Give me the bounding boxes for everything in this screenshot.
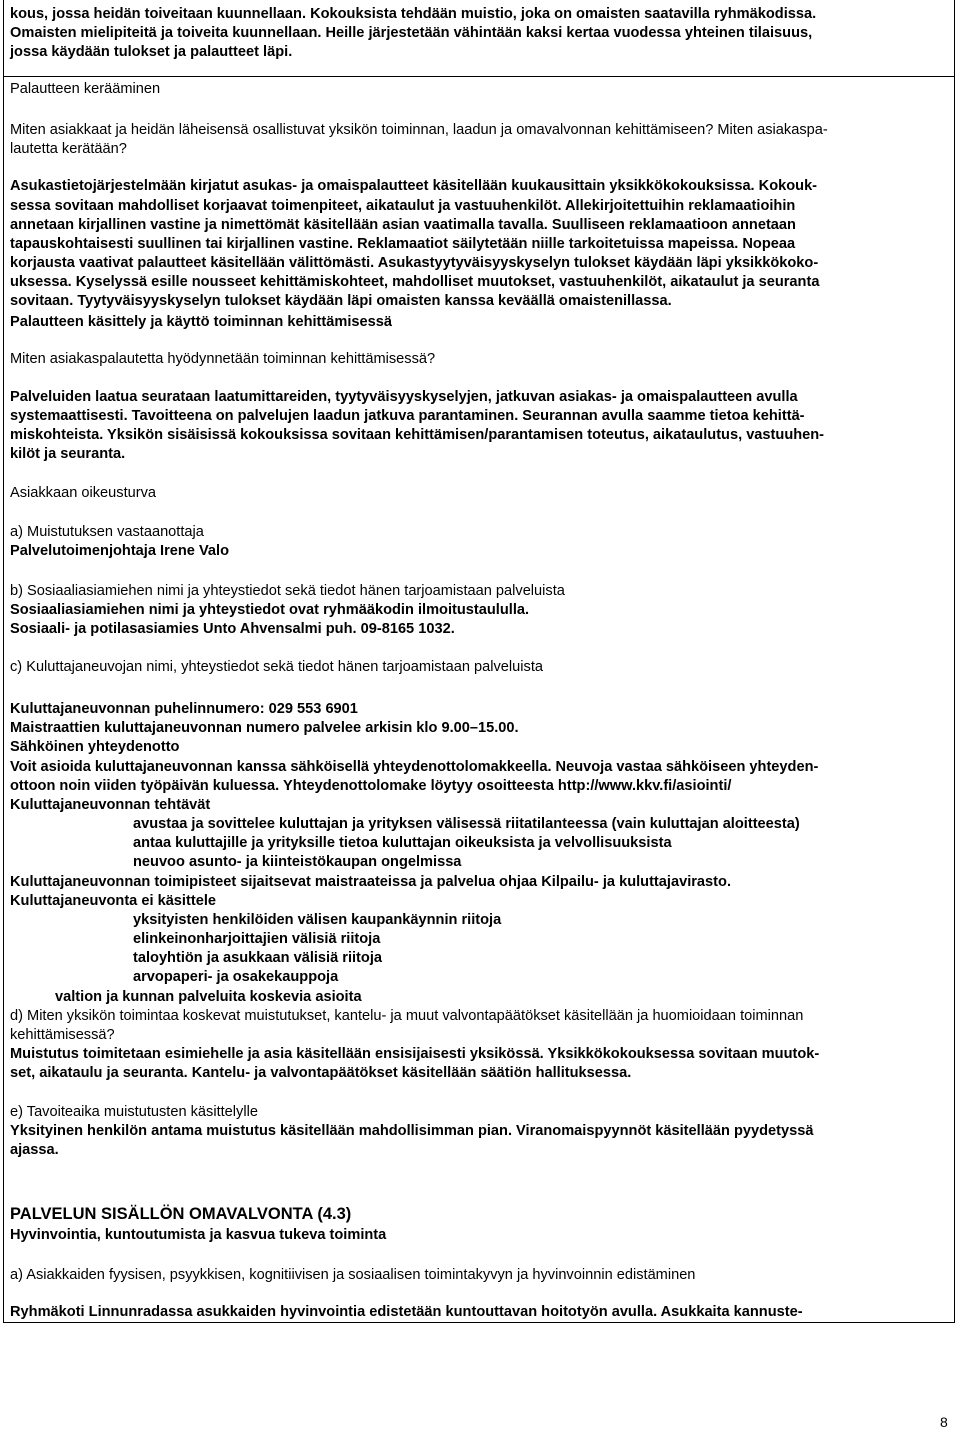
answer-line: Palvelutoimenjohtaja Irene Valo	[10, 543, 229, 559]
answer-line: kilöt ja seuranta.	[10, 446, 126, 462]
answer-line: systemaattisesti. Tavoitteena on palvelujen laadun jatkuva parantaminen. Seurannan avulla saamme tietoa kehittä-	[10, 408, 805, 424]
answer-line: set, aikataulu ja seuranta. Kantelu- ja valvontapäätökset käsitellään säätiön hallituksessa.	[10, 1065, 632, 1081]
list-item: neuvoo asunto- ja kiinteistökaupan ongelmissa	[133, 854, 462, 870]
list-item: elinkeinonharjoittajien välisiä riitoja	[133, 931, 381, 947]
answer-line: ajassa.	[10, 1142, 59, 1158]
intro-line: Omaisten mielipiteitä ja toiveita kuunnellaan. Heille järjestetään vähintään kaksi kertaa vuodessa yhteinen tilaisuus,	[10, 25, 813, 41]
answer-line: Maistraattien kuluttajaneuvonnan numero palvelee arkisin klo 9.00–15.00.	[10, 720, 519, 736]
question-line: Miten asiakaspalautetta hyödynnetään toiminnan kehittämisessä?	[10, 351, 436, 367]
question-line: kehittämisessä?	[10, 1027, 115, 1043]
section-heading: Asiakkaan oikeusturva	[10, 485, 157, 501]
answer-line: Muistutus toimitetaan esimiehelle ja asia käsitellään ensisijaisesti yksikössä. Yksikkökokouksessa sovitaan muutok-	[10, 1046, 820, 1062]
answer-line: Palveluiden laatua seurataan laatumittareiden, tyytyväisyyskyselyjen, jatkuvan asiakas- ja omaispalautteen avulla	[10, 389, 798, 405]
answer-line: Kuluttajaneuvonnan toimipisteet sijaitsevat maistraateissa ja palvelua ohjaa Kilpailu- ja kuluttajavirasto.	[10, 874, 731, 890]
section-heading: Palautteen käsittely ja käyttö toiminnan kehittämisessä	[10, 314, 393, 330]
page-number: 8	[940, 1414, 948, 1430]
answer-line: sessa sovitaan mahdolliset korjaavat toimenpiteet, aikataulut ja vastuuhenkilöt. Allekirjoitettuihin reklamaatioihin	[10, 198, 796, 214]
answer-line: tapauskohtaisesti suullinen tai kirjallinen vastine. Reklamaatiot säilytetään niille tarkoitetuissa mapeissa. Nopeaa	[10, 236, 796, 252]
answer-line: ottoon noin viiden työpäivän kuluessa. Yhteydenottolomake löytyy osoitteesta http://www.kkv.fi/asiointi/	[10, 778, 732, 794]
list-item: taloyhtiön ja asukkaan välisiä riitoja	[133, 950, 382, 966]
answer-line: korjausta vaativat palautteet käsitellään välittömästi. Asukastyytyväisyyskyselyn tulokset käydään läpi yksikkökoko-	[10, 255, 819, 271]
answer-line: Asukastietojärjestelmään kirjatut asukas- ja omaispalautteet käsitellään kuukausittain yksikkökokouksissa. Kokouk-	[10, 178, 818, 194]
question-line: c) Kuluttajaneuvojan nimi, yhteystiedot sekä tiedot hänen tarjoamistaan palveluista	[10, 659, 543, 675]
answer-line: Sähköinen yhteydenotto	[10, 739, 180, 755]
question-line: lautetta kerätään?	[10, 141, 127, 157]
answer-line: Yksityinen henkilön antama muistutus käsitellään mahdollisimman pian. Viranomaispyynnöt käsitellään pyydetyssä	[10, 1123, 814, 1139]
answer-line: annetaan kirjallinen vastine ja nimettömät käsitellään asian vaatimalla tavalla. Suulliseen reklamaatioon annetaan	[10, 217, 796, 233]
answer-line: Kuluttajaneuvonta ei käsittele	[10, 893, 216, 909]
list-item: avustaa ja sovittelee kuluttajan ja yrityksen välisessä riitatilanteessa (vain kuluttajan aloitteesta)	[133, 816, 800, 832]
answer-line: miskohteista. Yksikön sisäisissä kokouksissa sovitaan kehittämisen/parantamisen toteutus, aikataulutus, vastuuhen-	[10, 427, 825, 443]
answer-line: Sosiaali- ja potilasasiamies Unto Ahvensalmi puh. 09-8165 1032.	[10, 621, 455, 637]
intro-line: kous, jossa heidän toiveitaan kuunnellaan. Kokouksista tehdään muistio, joka on omaisten saatavilla ryhmäkodissa.	[10, 6, 817, 22]
intro-line: jossa käydään tulokset ja palautteet läpi.	[10, 44, 293, 60]
question-line: a) Asiakkaiden fyysisen, psyykkisen, kognitiivisen ja sosiaalisen toimintakyvyn ja hyvinvoinnin edistäminen	[10, 1267, 696, 1283]
answer-line: Sosiaaliasiamiehen nimi ja yhteystiedot ovat ryhmääkodin ilmoitustaululla.	[10, 602, 530, 618]
list-item: antaa kuluttajille ja yrityksille tietoa kuluttajan oikeuksista ja velvollisuuksista	[133, 835, 672, 851]
answer-line: Kuluttajaneuvonnan tehtävät	[10, 797, 211, 813]
list-item: valtion ja kunnan palveluita koskevia asioita	[55, 989, 362, 1005]
question-line: a) Muistutuksen vastaanottaja	[10, 524, 204, 540]
list-item: arvopaperi- ja osakekauppoja	[133, 969, 339, 985]
question-line: b) Sosiaaliasiamiehen nimi ja yhteystiedot sekä tiedot hänen tarjoamistaan palveluista	[10, 583, 565, 599]
answer-line: uksessa. Kyselyssä esille nousseet kehittämiskohteet, mahdolliset muutokset, vastuuhenkilöt, aikataulut ja seuranta	[10, 274, 820, 290]
question-line: Miten asiakkaat ja heidän läheisensä osallistuvat yksikön toiminnan, laadun ja omavalvonnan kehittämiseen? Miten asiakaspa-	[10, 122, 828, 138]
section-heading: Palautteen kerääminen	[10, 81, 161, 97]
list-item: yksityisten henkilöiden välisen kaupankäynnin riitoja	[133, 912, 502, 928]
answer-line: sovitaan. Tyytyväisyyskyselyn tulokset käydään läpi omaisten kanssa keväällä omaistenillassa.	[10, 293, 672, 309]
answer-line: Ryhmäkoti Linnunradassa asukkaiden hyvinvointia edistetään kuntouttavan hoitotyön avulla. Asukkaita kannuste-	[10, 1304, 803, 1320]
page-section-title: PALVELUN SISÄLLÖN OMAVALVONTA (4.3)	[10, 1205, 352, 1223]
section-heading: Hyvinvointia, kuntoutumista ja kasvua tukeva toiminta	[10, 1227, 387, 1243]
question-line: d) Miten yksikön toimintaa koskevat muistutukset, kantelu- ja muut valvontapäätökset käsitellään ja huomioidaan toiminnan	[10, 1008, 804, 1024]
answer-line: Voit asioida kuluttajaneuvonnan kanssa sähköisellä yhteydenottolomakkeella. Neuvoja vastaa sähköiseen yhteyden-	[10, 759, 819, 775]
question-line: e) Tavoiteaika muistutusten käsittelylle	[10, 1104, 258, 1120]
answer-line: Kuluttajaneuvonnan puhelinnumero: 029 553 6901	[10, 701, 358, 717]
